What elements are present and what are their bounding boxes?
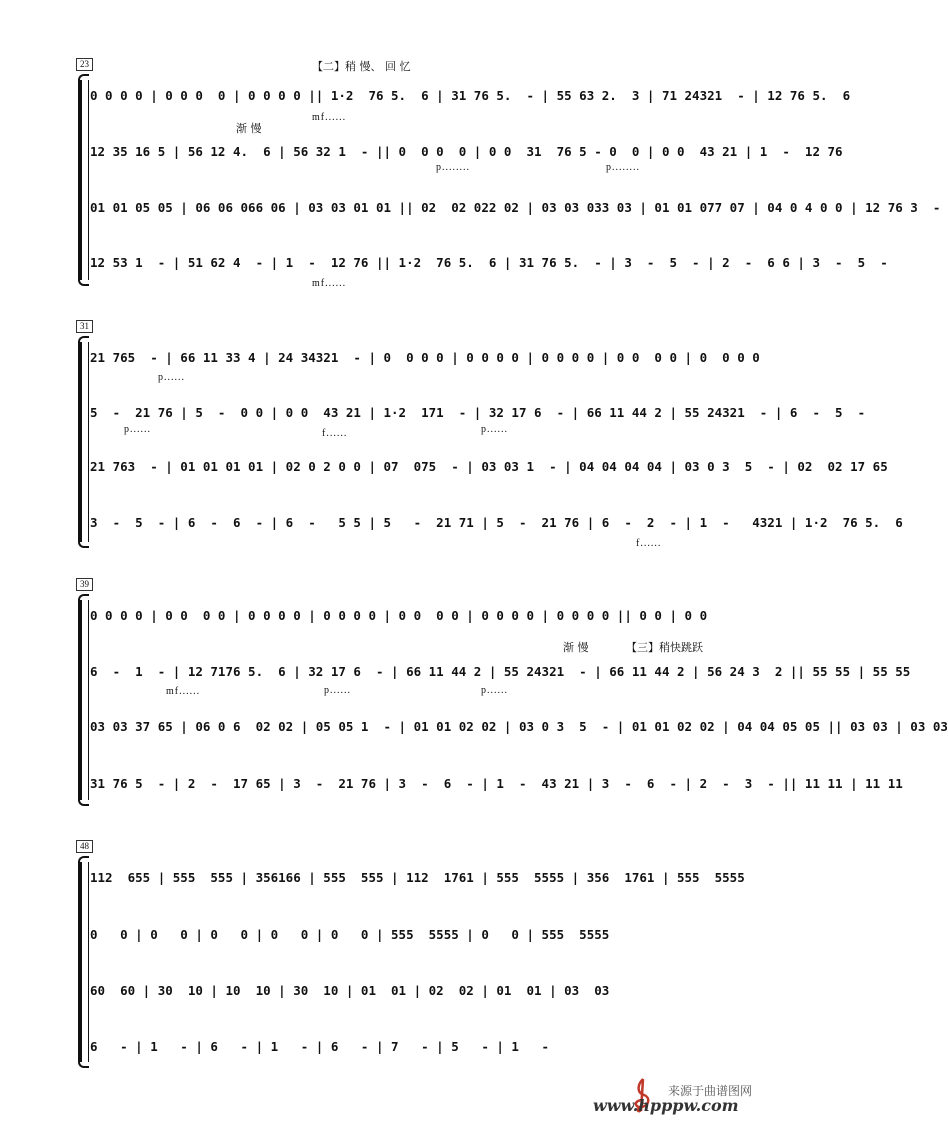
- staff-1: 21 765 - | 66 11 33 4 | 24 34321 - | 0 0 0 0 | 0 0 0 0 | 0 0 0 0 | 0 0 0 0 | 0 0 0 0: [90, 349, 760, 365]
- staff-2: 5 - 21 76 | 5 - 0 0 | 0 0 43 21 | 1·2 171 - | 32 17 6 - | 66 11 44 2 | 55 24321 - | 6 - 5 -: [90, 404, 866, 420]
- staff-4: 6 - | 1 - | 6 - | 1 - | 6 - | 7 - | 5 - | 1 -: [90, 1038, 550, 1054]
- staff-3: 03 03 37 65 | 06 0 6 02 02 | 05 05 1 - | 01 01 02 02 | 03 0 3 5 - | 01 01 02 02 | 04 04 05 05 || 03 03 | 03 03: [90, 718, 948, 734]
- system-line: [88, 600, 89, 800]
- section-header: 【二】稍 慢、 回 忆: [312, 60, 411, 73]
- system-line: [88, 342, 89, 542]
- staff-1: 112 655 | 555 555 | 356166 | 555 555 | 112 1761 | 555 5555 | 356 1761 | 555 5555: [90, 869, 745, 885]
- dynamic-marking: p......: [481, 424, 508, 435]
- system-line: [88, 862, 89, 1062]
- measure-number: 23: [76, 58, 93, 71]
- staff-4: 3 - 5 - | 6 - 6 - | 6 - 5 5 | 5 - 21 71 | 5 - 21 76 | 6 - 2 - | 1 - 4321 | 1·2 76 5. 6: [90, 514, 903, 530]
- dynamic-marking: p......: [158, 372, 185, 383]
- staff-1: 0 0 0 0 | 0 0 0 0 | 0 0 0 0 || 1·2 76 5. 6 | 31 76 5. - | 55 63 2. 3 | 71 24321 - | 12 76 5. 6: [90, 87, 851, 103]
- staff-2: 12 35 16 5 | 56 12 4. 6 | 56 32 1 - || 0 0 0 0 | 0 0 31 76 5 - 0 0 | 0 0 43 21 | 1 - 12 76: [90, 143, 843, 159]
- dynamic-marking: mf......: [166, 686, 201, 697]
- staff-3: 01 01 05 05 | 06 06 066 06 | 03 03 01 01 || 02 02 022 02 | 03 03 033 03 | 01 01 077 07 | 04 0 4 0 0 | 12 76 3 -: [90, 199, 941, 215]
- section-header: 【三】稍快跳跃: [626, 641, 703, 654]
- tempo-mark: 渐 慢: [563, 641, 589, 654]
- staff-3: 21 763 - | 01 01 01 01 | 02 0 2 0 0 | 07 075 - | 03 03 1 - | 04 04 04 04 | 03 0 3 5 - | 02 02 17 65: [90, 458, 888, 474]
- watermark-text: 来源于曲谱图网: [668, 1084, 753, 1098]
- staff-4: 31 76 5 - | 2 - 17 65 | 3 - 21 76 | 3 - 6 - | 1 - 43 21 | 3 - 6 - | 2 - 3 - || 11 11 | 11 11: [90, 775, 903, 791]
- staff-4: 12 53 1 - | 51 62 4 - | 1 - 12 76 || 1·2 76 5. 6 | 31 76 5. - | 3 - 5 - | 2 - 6 6 | 3 - 5 -: [90, 254, 888, 270]
- score-system-2: [76, 320, 903, 549]
- staff-2: 6 - 1 - | 12 7176 5. 6 | 32 17 6 - | 66 11 44 2 | 55 24321 - | 66 11 44 2 | 56 24 3 2 || 55 55 | 55 55: [90, 663, 911, 679]
- dynamic-marking: f......: [636, 538, 662, 549]
- score-system-3: [76, 578, 948, 803]
- dynamic-marking: p........: [606, 162, 640, 173]
- dynamic-marking: mf......: [312, 278, 347, 289]
- score-system-4: [76, 840, 745, 1065]
- measure-number: 48: [76, 840, 93, 853]
- staff-bracket: [78, 862, 87, 1062]
- staff-bracket: [78, 342, 87, 542]
- system-line: [88, 80, 89, 280]
- staff-bracket: [78, 80, 87, 280]
- measure-number: 39: [76, 578, 93, 591]
- score-system-1: [76, 58, 941, 289]
- dynamic-marking: p........: [436, 162, 470, 173]
- staff-1: 0 0 0 0 | 0 0 0 0 | 0 0 0 0 | 0 0 0 0 | 0 0 0 0 | 0 0 0 0 | 0 0 0 0 || 0 0 | 0 0: [90, 607, 708, 623]
- dynamic-marking: mf......: [312, 112, 347, 123]
- measure-number: 31: [76, 320, 93, 333]
- staff-bracket: [78, 600, 87, 800]
- dynamic-marking: p......: [124, 424, 151, 435]
- tempo-mark: 渐 慢: [236, 122, 262, 135]
- dynamic-marking: p......: [324, 685, 351, 696]
- staff-2: 0 0 | 0 0 | 0 0 | 0 0 | 0 0 | 555 5555 | 0 0 | 555 5555: [90, 926, 610, 942]
- dynamic-marking: p......: [481, 685, 508, 696]
- dynamic-marking: f......: [322, 428, 348, 439]
- staff-3: 60 60 | 30 10 | 10 10 | 30 10 | 01 01 | 02 02 | 01 01 | 03 03: [90, 982, 610, 998]
- watermark-url: www.hpppw.com: [593, 1096, 739, 1115]
